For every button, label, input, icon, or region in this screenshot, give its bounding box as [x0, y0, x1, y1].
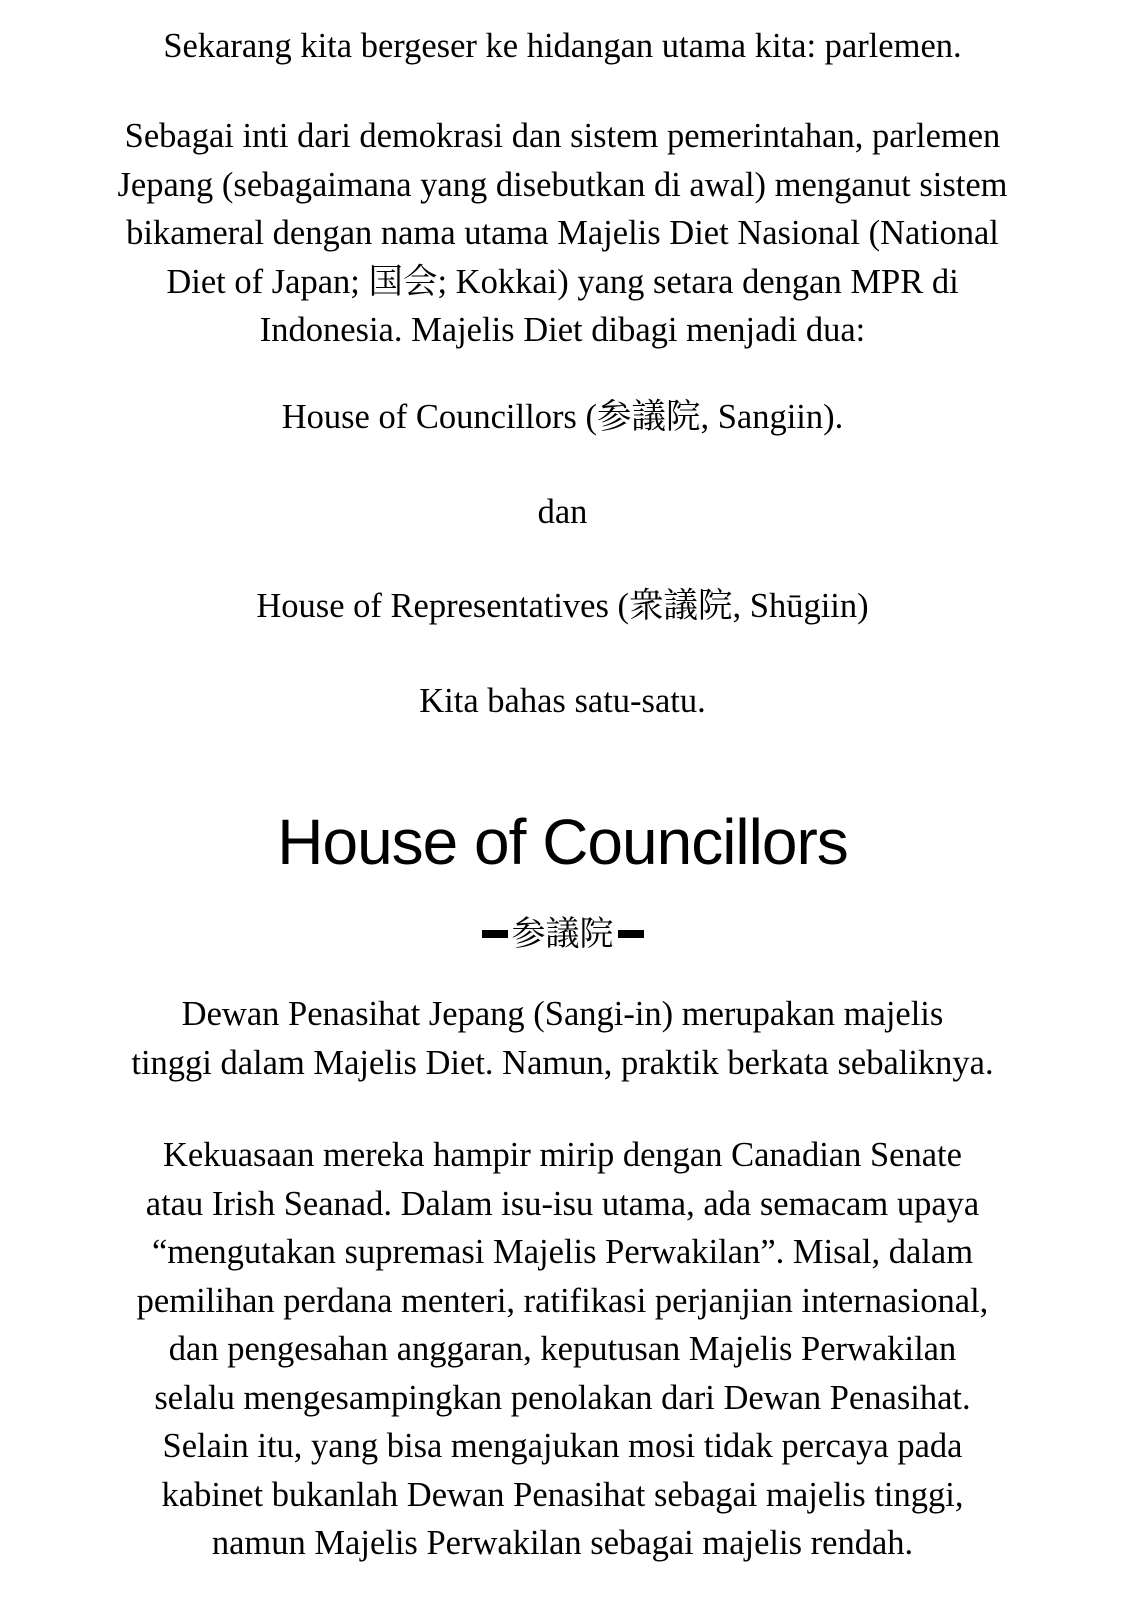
section-body-line: selalu mengesampingkan penolakan dari Dewan Penasihat. — [154, 1378, 971, 1417]
intro-line: Sekarang kita bergeser ke hidangan utama kita: parlemen. — [163, 27, 962, 65]
section-heading: House of Councillors — [277, 806, 848, 878]
transition-line: Kita bahas satu-satu. — [419, 682, 706, 720]
section-body-line: Kekuasaan mereka hampir mirip dengan Canadian Senate — [163, 1136, 962, 1174]
overview-line: Sebagai inti dari demokrasi dan sistem pemerintahan, parlemen — [124, 117, 1001, 155]
lower-house-line: House of Representatives (衆議院, Shūgiin) — [256, 587, 869, 625]
section-body-line: namun Majelis Perwakilan sebagai majelis rendah. — [211, 1524, 914, 1562]
section-body-line: atau Irish Seanad. Dalam isu-isu utama, ada semacam upaya — [145, 1184, 980, 1223]
overview-paragraph — [0, 112, 1125, 355]
upper-house-line: House of Councillors (参議院, Sangiin). — [281, 398, 844, 436]
section-body-line: dan pengesahan anggaran, keputusan Majelis Perwakilan — [168, 1330, 957, 1368]
overview-line: bikameral dengan nama utama Majelis Diet Nasional (National — [126, 214, 999, 252]
section-subtitle-text: 参議院 — [511, 914, 614, 954]
section-body-paragraph — [0, 1131, 1125, 1568]
conjunction-line: dan — [537, 493, 588, 531]
dash-right — [618, 930, 644, 938]
overview-line: Indonesia. Majelis Diet dibagi menjadi dua: — [259, 311, 866, 349]
section-body-line: “mengutakan supremasi Majelis Perwakilan”. Misal, dalam — [151, 1233, 974, 1271]
dash-left — [482, 930, 508, 938]
overview-line: Diet of Japan; 国会; Kokkai) yang setara dengan MPR di — [166, 262, 959, 301]
section-subtitle — [0, 912, 1125, 956]
section-intro-paragraph — [0, 990, 1125, 1087]
intro-paragraph — [0, 22, 1125, 71]
section-intro-line: Dewan Penasihat Jepang (Sangi-in) merupakan majelis — [181, 995, 944, 1033]
section-intro-line: tinggi dalam Majelis Diet. Namun, praktik berkata sebaliknya. — [131, 1043, 994, 1082]
section-body-line: kabinet bukanlah Dewan Penasihat sebagai majelis tinggi, — [161, 1475, 964, 1514]
overview-line: Jepang (sebagaimana yang disebutkan di awal) menganut sistem — [117, 165, 1008, 204]
section-body-line: Selain itu, yang bisa mengajukan mosi tidak percaya pada — [162, 1427, 963, 1465]
section-body-line: pemilihan perdana menteri, ratifikasi perjanjian internasional, — [136, 1281, 989, 1320]
